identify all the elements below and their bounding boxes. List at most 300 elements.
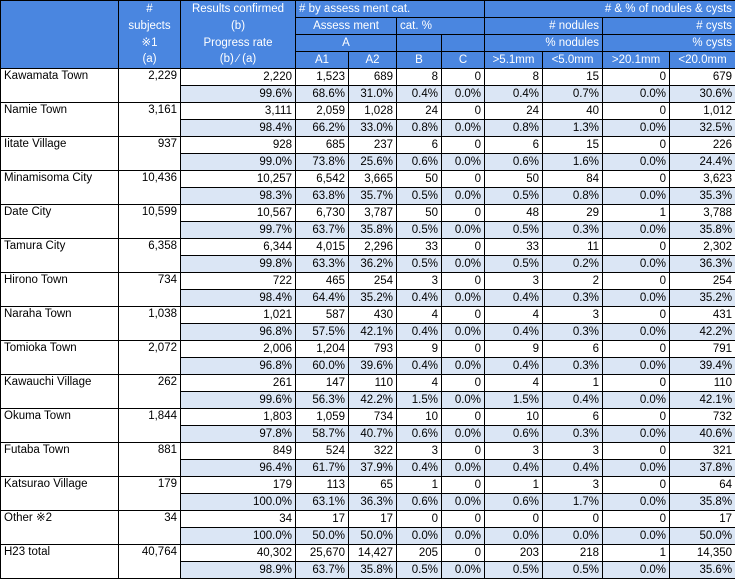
percent-cyst-large: 0.0%: [603, 86, 670, 103]
percent-b: 0.5%: [397, 188, 442, 205]
municipality-name: Hirono Town: [1, 273, 119, 307]
count-cyst-large: 0: [603, 137, 670, 154]
count-a1: 17: [296, 511, 349, 528]
percent-c: 0.0%: [442, 86, 485, 103]
count-nodule-large: 10: [485, 409, 543, 426]
count-a1: 2,059: [296, 103, 349, 120]
percent-results: 100.0%: [181, 494, 296, 511]
percent-results: 96.8%: [181, 358, 296, 375]
percent-c: 0.0%: [442, 290, 485, 307]
percent-c: 0.0%: [442, 494, 485, 511]
percent-results: 99.0%: [181, 154, 296, 171]
count-results: 179: [181, 477, 296, 494]
municipality-name: Date City: [1, 205, 119, 239]
percent-nodule-small: 0.0%: [543, 528, 603, 545]
percent-cyst-small: 35.6%: [670, 562, 735, 579]
count-nodule-large: 203: [485, 545, 543, 562]
count-b: 8: [397, 69, 442, 86]
count-c: 0: [442, 511, 485, 528]
count-b: 1: [397, 477, 442, 494]
header-col-ba: (b) ∕ (a): [181, 52, 296, 69]
header-subjects-note: ※1: [119, 35, 181, 52]
municipality-name: Naraha Town: [1, 307, 119, 341]
header-progress-rate: Progress rate: [181, 35, 296, 52]
table-row: [1, 375, 735, 392]
count-nodule-small: 3: [543, 307, 603, 324]
count-b: 6: [397, 137, 442, 154]
percent-nodule-small: 0.4%: [543, 460, 603, 477]
percent-nodule-small: 1.7%: [543, 494, 603, 511]
count-nodule-large: 50: [485, 171, 543, 188]
percent-results: 99.6%: [181, 392, 296, 409]
header-blank-name-2: [1, 18, 119, 35]
subjects-count: 34: [119, 511, 181, 545]
percent-c: 0.0%: [442, 562, 485, 579]
table-row: [1, 239, 735, 256]
header-num-nodules: # nodules: [485, 18, 603, 35]
percent-nodule-large: 0.4%: [485, 86, 543, 103]
count-cyst-small: 791: [670, 341, 735, 358]
count-a1: 685: [296, 137, 349, 154]
percent-cyst-small: 40.6%: [670, 426, 735, 443]
count-c: 0: [442, 205, 485, 222]
percent-nodule-large: 0.6%: [485, 426, 543, 443]
percent-c: 0.0%: [442, 120, 485, 137]
count-a2: 689: [349, 69, 397, 86]
table-row: [1, 409, 735, 426]
count-b: 9: [397, 341, 442, 358]
count-a2: 237: [349, 137, 397, 154]
count-c: 0: [442, 477, 485, 494]
header-col-cyst-large: >20.1mm: [603, 52, 670, 69]
count-nodule-small: 40: [543, 103, 603, 120]
count-a1: 113: [296, 477, 349, 494]
percent-a1: 63.7%: [296, 222, 349, 239]
count-nodule-large: 3: [485, 443, 543, 460]
count-nodule-small: 0: [543, 511, 603, 528]
table-body: [1, 69, 735, 579]
percent-results: 98.4%: [181, 120, 296, 137]
percent-cyst-large: 0.0%: [603, 324, 670, 341]
percent-b: 0.5%: [397, 256, 442, 273]
header-col-a1: A1: [296, 52, 349, 69]
count-c: 0: [442, 443, 485, 460]
header-pct-cysts: % cysts: [603, 35, 735, 52]
count-nodule-small: 15: [543, 137, 603, 154]
count-a1: 1,523: [296, 69, 349, 86]
percent-results: 99.7%: [181, 222, 296, 239]
percent-b: 0.8%: [397, 120, 442, 137]
percent-a1: 50.0%: [296, 528, 349, 545]
header-row-4: [1, 52, 735, 69]
percent-cyst-small: 32.5%: [670, 120, 735, 137]
count-c: 0: [442, 307, 485, 324]
count-nodule-small: 6: [543, 409, 603, 426]
percent-a1: 56.3%: [296, 392, 349, 409]
percent-cyst-small: 37.8%: [670, 460, 735, 477]
count-results: 6,344: [181, 239, 296, 256]
percent-a2: 42.1%: [349, 324, 397, 341]
count-nodule-small: 3: [543, 477, 603, 494]
percent-c: 0.0%: [442, 460, 485, 477]
header-results-confirmed: Results confirmed: [181, 1, 296, 18]
subjects-count: 1,844: [119, 409, 181, 443]
count-c: 0: [442, 273, 485, 290]
percent-a1: 63.7%: [296, 562, 349, 579]
table-row: [1, 273, 735, 290]
count-a2: 254: [349, 273, 397, 290]
percent-cyst-large: 0.0%: [603, 290, 670, 307]
count-nodule-large: 9: [485, 341, 543, 358]
percent-a1: 64.4%: [296, 290, 349, 307]
header-col-nodule-large: >5.1mm: [485, 52, 543, 69]
percent-nodule-small: 1.3%: [543, 120, 603, 137]
count-cyst-small: 732: [670, 409, 735, 426]
percent-a2: 36.3%: [349, 494, 397, 511]
count-c: 0: [442, 137, 485, 154]
percent-nodule-small: 0.7%: [543, 86, 603, 103]
subjects-count: 2,072: [119, 341, 181, 375]
count-b: 4: [397, 375, 442, 392]
subjects-count: 262: [119, 375, 181, 409]
count-cyst-large: 0: [603, 341, 670, 358]
percent-a1: 63.1%: [296, 494, 349, 511]
percent-a2: 42.2%: [349, 392, 397, 409]
percent-a1: 63.3%: [296, 256, 349, 273]
municipality-name: Namie Town: [1, 103, 119, 137]
count-b: 50: [397, 205, 442, 222]
header-nodules-cysts: # & % of nodules & cysts: [485, 1, 735, 18]
count-nodule-small: 218: [543, 545, 603, 562]
count-b: 50: [397, 171, 442, 188]
count-b: 4: [397, 307, 442, 324]
count-b: 3: [397, 443, 442, 460]
count-b: 24: [397, 103, 442, 120]
percent-a2: 37.9%: [349, 460, 397, 477]
count-a2: 3,665: [349, 171, 397, 188]
count-nodule-small: 6: [543, 341, 603, 358]
percent-nodule-large: 0.8%: [485, 120, 543, 137]
percent-b: 1.5%: [397, 392, 442, 409]
percent-nodule-large: 0.4%: [485, 358, 543, 375]
municipality-name: Okuma Town: [1, 409, 119, 443]
subjects-count: 6,358: [119, 239, 181, 273]
municipality-name: Tamura City: [1, 239, 119, 273]
percent-nodule-large: 0.4%: [485, 460, 543, 477]
count-c: 0: [442, 375, 485, 392]
header-col-nodule-small: <5.0mm: [543, 52, 603, 69]
header-results-b: (b): [181, 18, 296, 35]
count-results: 928: [181, 137, 296, 154]
percent-b: 0.6%: [397, 154, 442, 171]
header-row-2: [1, 18, 735, 35]
count-cyst-small: 254: [670, 273, 735, 290]
count-c: 0: [442, 103, 485, 120]
percent-nodule-small: 0.3%: [543, 324, 603, 341]
count-nodule-small: 11: [543, 239, 603, 256]
percent-c: 0.0%: [442, 426, 485, 443]
count-cyst-large: 0: [603, 239, 670, 256]
count-cyst-small: 17: [670, 511, 735, 528]
percent-cyst-large: 0.0%: [603, 154, 670, 171]
count-c: 0: [442, 545, 485, 562]
municipality-name: Iitate Village: [1, 137, 119, 171]
header-subjects-label: subjects: [119, 18, 181, 35]
count-nodule-large: 48: [485, 205, 543, 222]
percent-nodule-large: 0.4%: [485, 290, 543, 307]
header-num-cysts: # cysts: [603, 18, 735, 35]
percent-nodule-small: 0.3%: [543, 426, 603, 443]
count-nodule-small: 2: [543, 273, 603, 290]
percent-results: 96.4%: [181, 460, 296, 477]
percent-cyst-large: 0.0%: [603, 358, 670, 375]
count-a1: 147: [296, 375, 349, 392]
percent-b: 0.4%: [397, 460, 442, 477]
count-b: 205: [397, 545, 442, 562]
percent-nodule-large: 0.5%: [485, 256, 543, 273]
percent-a1: 57.5%: [296, 324, 349, 341]
header-col-a: (a): [119, 52, 181, 69]
percent-nodule-small: 1.6%: [543, 154, 603, 171]
count-a2: 14,427: [349, 545, 397, 562]
subjects-count: 40,764: [119, 545, 181, 579]
count-cyst-large: 0: [603, 273, 670, 290]
percent-a2: 50.0%: [349, 528, 397, 545]
percent-a1: 68.6%: [296, 86, 349, 103]
percent-cyst-large: 0.0%: [603, 494, 670, 511]
table-row: [1, 307, 735, 324]
percent-a1: 63.8%: [296, 188, 349, 205]
count-results: 34: [181, 511, 296, 528]
count-cyst-large: 0: [603, 307, 670, 324]
percent-c: 0.0%: [442, 222, 485, 239]
percent-nodule-small: 0.5%: [543, 562, 603, 579]
count-b: 10: [397, 409, 442, 426]
percent-cyst-large: 0.0%: [603, 426, 670, 443]
count-nodule-small: 1: [543, 375, 603, 392]
count-cyst-small: 3,623: [670, 171, 735, 188]
percent-results: 98.9%: [181, 562, 296, 579]
table-row: [1, 341, 735, 358]
percent-cyst-small: 30.6%: [670, 86, 735, 103]
header-pct-nodules: % nodules: [485, 35, 603, 52]
subjects-count: 734: [119, 273, 181, 307]
percent-b: 0.4%: [397, 86, 442, 103]
header-by-assessment: # by assess ment cat.: [296, 1, 485, 18]
count-a2: 793: [349, 341, 397, 358]
count-c: 0: [442, 171, 485, 188]
municipality-name: Katsurao Village: [1, 477, 119, 511]
count-cyst-small: 14,350: [670, 545, 735, 562]
percent-nodule-large: 0.5%: [485, 222, 543, 239]
percent-c: 0.0%: [442, 528, 485, 545]
municipality-name: H23 total: [1, 545, 119, 579]
percent-a1: 60.0%: [296, 358, 349, 375]
count-b: 33: [397, 239, 442, 256]
count-c: 0: [442, 239, 485, 256]
count-cyst-small: 2,302: [670, 239, 735, 256]
count-a2: 734: [349, 409, 397, 426]
count-nodule-small: 3: [543, 443, 603, 460]
percent-cyst-large: 0.0%: [603, 460, 670, 477]
percent-cyst-small: 42.2%: [670, 324, 735, 341]
percent-cyst-small: 35.8%: [670, 222, 735, 239]
percent-nodule-small: 0.4%: [543, 392, 603, 409]
count-cyst-large: 0: [603, 477, 670, 494]
count-nodule-large: 1: [485, 477, 543, 494]
count-b: 3: [397, 273, 442, 290]
header-assess-ment: Assess ment: [296, 18, 397, 35]
count-results: 722: [181, 273, 296, 290]
count-nodule-large: 3: [485, 273, 543, 290]
percent-cyst-large: 0.0%: [603, 528, 670, 545]
percent-results: 98.3%: [181, 188, 296, 205]
percent-cyst-small: 35.8%: [670, 494, 735, 511]
count-cyst-large: 0: [603, 511, 670, 528]
count-nodule-large: 8: [485, 69, 543, 86]
percent-cyst-small: 39.4%: [670, 358, 735, 375]
percent-nodule-small: 0.2%: [543, 256, 603, 273]
percent-cyst-small: 24.4%: [670, 154, 735, 171]
count-results: 3,111: [181, 103, 296, 120]
percent-a2: 35.8%: [349, 562, 397, 579]
subjects-count: 10,436: [119, 171, 181, 205]
count-cyst-large: 0: [603, 409, 670, 426]
percent-b: 0.5%: [397, 222, 442, 239]
table-row: [1, 171, 735, 188]
percent-a2: 33.0%: [349, 120, 397, 137]
count-cyst-small: 431: [670, 307, 735, 324]
header-blank-c: [442, 35, 485, 52]
percent-c: 0.0%: [442, 154, 485, 171]
header-blank-name: [1, 1, 119, 18]
percent-nodule-large: 0.0%: [485, 528, 543, 545]
count-nodule-large: 6: [485, 137, 543, 154]
percent-cyst-large: 0.0%: [603, 222, 670, 239]
percent-b: 0.0%: [397, 528, 442, 545]
percent-cyst-small: 35.3%: [670, 188, 735, 205]
count-a2: 2,296: [349, 239, 397, 256]
subjects-count: 3,161: [119, 103, 181, 137]
count-results: 261: [181, 375, 296, 392]
table-row: [1, 137, 735, 154]
percent-a1: 73.8%: [296, 154, 349, 171]
percent-b: 0.5%: [397, 562, 442, 579]
count-nodule-small: 29: [543, 205, 603, 222]
table-row: [1, 103, 735, 120]
percent-nodule-large: 0.6%: [485, 494, 543, 511]
count-nodule-large: 4: [485, 375, 543, 392]
count-a2: 65: [349, 477, 397, 494]
percent-b: 0.4%: [397, 290, 442, 307]
percent-b: 0.6%: [397, 494, 442, 511]
percent-results: 99.6%: [181, 86, 296, 103]
count-a1: 1,059: [296, 409, 349, 426]
count-results: 40,302: [181, 545, 296, 562]
count-cyst-small: 110: [670, 375, 735, 392]
count-cyst-small: 679: [670, 69, 735, 86]
percent-cyst-large: 0.0%: [603, 120, 670, 137]
percent-nodule-small: 0.3%: [543, 358, 603, 375]
percent-results: 96.8%: [181, 324, 296, 341]
municipality-name: Other ※2: [1, 511, 119, 545]
percent-cyst-large: 0.0%: [603, 188, 670, 205]
percent-c: 0.0%: [442, 324, 485, 341]
municipality-name: Kawauchi Village: [1, 375, 119, 409]
header-blank-name-4: [1, 52, 119, 69]
header-blank-name-3: [1, 35, 119, 52]
table-row: [1, 511, 735, 528]
count-results: 1,803: [181, 409, 296, 426]
percent-nodule-large: 0.5%: [485, 188, 543, 205]
percent-c: 0.0%: [442, 256, 485, 273]
percent-c: 0.0%: [442, 358, 485, 375]
header-col-c: C: [442, 52, 485, 69]
count-results: 2,006: [181, 341, 296, 358]
count-cyst-small: 226: [670, 137, 735, 154]
table-row: [1, 443, 735, 460]
header-col-b: B: [397, 52, 442, 69]
percent-b: 0.6%: [397, 426, 442, 443]
count-nodule-large: 33: [485, 239, 543, 256]
count-a1: 6,730: [296, 205, 349, 222]
municipality-name: Minamisoma City: [1, 171, 119, 205]
percent-nodule-small: 0.3%: [543, 290, 603, 307]
count-cyst-small: 1,012: [670, 103, 735, 120]
subjects-count: 179: [119, 477, 181, 511]
table-row: [1, 205, 735, 222]
municipality-name: Tomioka Town: [1, 341, 119, 375]
count-nodule-large: 0: [485, 511, 543, 528]
count-a1: 4,015: [296, 239, 349, 256]
count-nodule-large: 24: [485, 103, 543, 120]
percent-cyst-small: 42.1%: [670, 392, 735, 409]
count-cyst-large: 0: [603, 375, 670, 392]
count-a2: 3,787: [349, 205, 397, 222]
percent-cyst-large: 0.0%: [603, 256, 670, 273]
count-c: 0: [442, 409, 485, 426]
header-blank-b: [397, 35, 442, 52]
percent-b: 0.4%: [397, 324, 442, 341]
percent-results: 100.0%: [181, 528, 296, 545]
table-row: [1, 545, 735, 562]
count-results: 1,021: [181, 307, 296, 324]
header-row-1: [1, 1, 735, 18]
count-a2: 430: [349, 307, 397, 324]
count-b: 0: [397, 511, 442, 528]
percent-nodule-large: 0.6%: [485, 154, 543, 171]
header-group-a: A: [296, 35, 397, 52]
percent-a1: 61.7%: [296, 460, 349, 477]
percent-results: 98.4%: [181, 290, 296, 307]
percent-nodule-large: 1.5%: [485, 392, 543, 409]
municipality-name: Futaba Town: [1, 443, 119, 477]
count-a1: 465: [296, 273, 349, 290]
count-a1: 1,204: [296, 341, 349, 358]
count-a1: 6,542: [296, 171, 349, 188]
count-c: 0: [442, 341, 485, 358]
header-col-a2: A2: [349, 52, 397, 69]
count-results: 10,567: [181, 205, 296, 222]
count-cyst-large: 0: [603, 103, 670, 120]
count-a2: 1,028: [349, 103, 397, 120]
percent-a2: 31.0%: [349, 86, 397, 103]
table-row: [1, 477, 735, 494]
count-a2: 322: [349, 443, 397, 460]
percent-cyst-small: 50.0%: [670, 528, 735, 545]
count-cyst-small: 3,788: [670, 205, 735, 222]
count-a2: 110: [349, 375, 397, 392]
